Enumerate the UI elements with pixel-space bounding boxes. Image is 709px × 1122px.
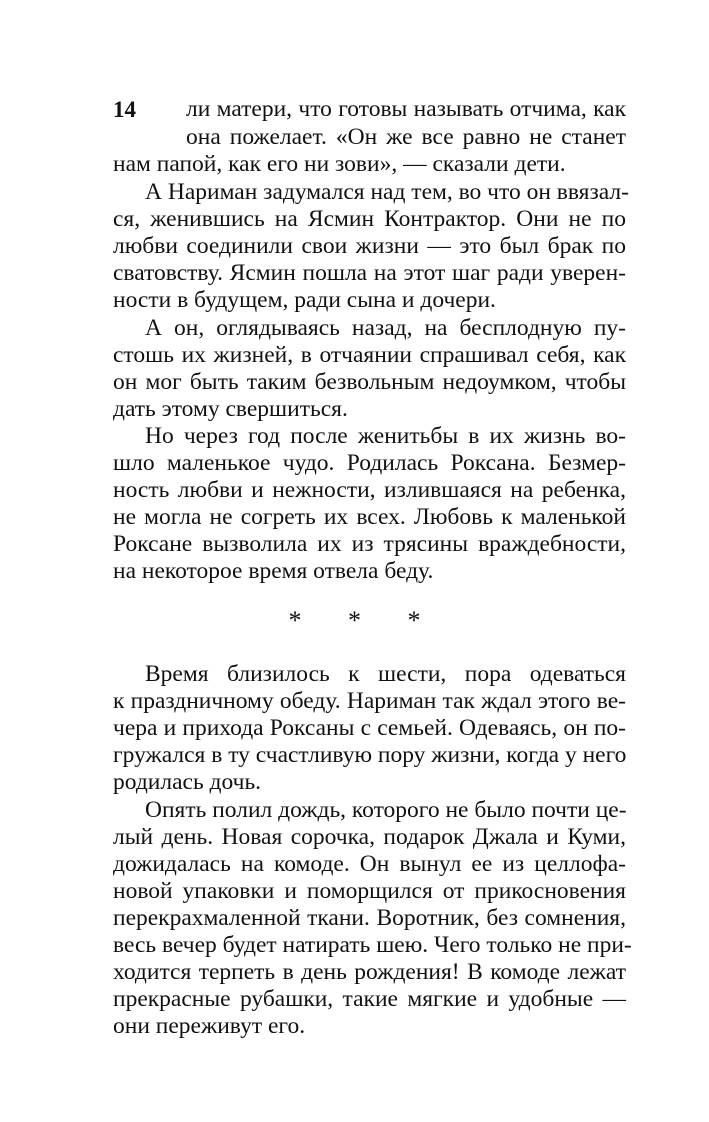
text-line: лый день. Новая сорочка, подарок Джала и Куми,	[113, 824, 626, 850]
text-line: ли матери, что готовы называть отчима, как	[186, 96, 626, 122]
text-line: она пожелает. «Он же все равно не станет	[186, 124, 626, 150]
text-line: они переживут его.	[113, 1013, 306, 1039]
text-line: стошь их жизней, в отчаянии спрашивал себя, как	[113, 342, 626, 368]
text-line: он мог быть таким безвольным недоумком, чтобы	[113, 369, 626, 395]
text-line: ся, женившись на Ясмин Контрактор. Они не по	[113, 206, 626, 232]
text-line: не могла не согреть их всех. Любовь к маленькой	[113, 504, 626, 530]
text-line: сватовству. Ясмин пошла на этот шаг ради уверен-	[113, 260, 626, 286]
text-line: ности в будущем, ради сына и дочери.	[113, 287, 496, 313]
text-line: прекрасные рубашки, такие мягкие и удобные —	[113, 986, 626, 1012]
text-line: Роксане вызволила их из трясины враждебности,	[113, 531, 626, 557]
text-line: весь вечер будет натирать шею. Чего только не при-	[113, 932, 632, 958]
text-line: нам папой, как его ни зови», — сказали дети.	[113, 151, 566, 177]
text-line: гружался в ту счастливую пору жизни, когда у него	[113, 742, 627, 768]
text-line: дожидалась на комоде. Он вынул ее из целлофа-	[113, 851, 626, 877]
text-line: А он, оглядываясь назад, на бесплодную пу-	[145, 315, 626, 341]
text-line: родилась дочь.	[113, 769, 262, 795]
section-separator: * * *	[288, 606, 441, 635]
text-line: шло маленькое чудо. Родилась Роксана. Безмер-	[113, 450, 626, 476]
text-line: новой упаковки и поморщился от прикосновения	[113, 878, 626, 904]
text-line: ходится терпеть в день рождения! В комоде лежат	[113, 959, 626, 985]
text-line: Но через год после женитьбы в их жизнь во-	[145, 423, 626, 449]
text-line: чера и прихода Роксаны с семьей. Одеваясь, он по-	[113, 715, 626, 741]
text-line: на некоторое время отвела беду.	[113, 558, 434, 584]
page-number: 14	[113, 97, 136, 122]
text-line: любви соединили свои жизни — это был брак по	[113, 233, 626, 259]
text-line: к праздничному обеду. Нариман так ждал этого ве-	[113, 688, 626, 714]
text-line: дать этому свершиться.	[113, 396, 348, 422]
text-line: перекрахмаленной ткани. Воротник, без сомнения,	[113, 905, 626, 931]
text-line: Опять полил дождь, которого не было почти це-	[145, 797, 627, 823]
text-line: ность любви и нежности, излившаяся на ребенка,	[113, 477, 626, 503]
text-line: А Нариман задумался над тем, во что он ввязал-	[145, 179, 629, 205]
text-line: Время близилось к шести, пора одеваться	[145, 661, 626, 687]
